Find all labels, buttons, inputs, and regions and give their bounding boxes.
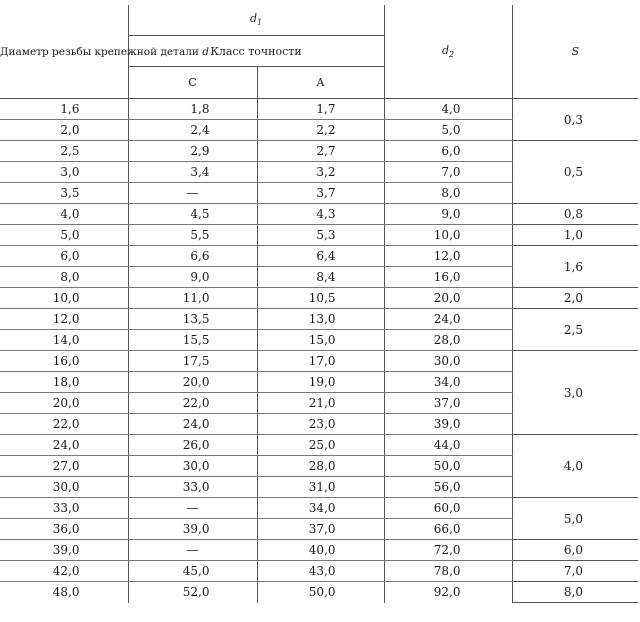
cell-d1-class-a: 2,7 [257, 141, 384, 162]
cell-d1-class-a: 21,0 [257, 393, 384, 414]
cell-d1-class-c: 6,6 [128, 246, 257, 267]
cell-thread-diameter: 5,0 [0, 225, 128, 246]
cell-s: 1,0 [512, 225, 638, 246]
cell-d2: 12,0 [384, 246, 512, 267]
cell-d1-class-c: 24,0 [128, 414, 257, 435]
cell-d2: 30,0 [384, 351, 512, 372]
header-class-c: C [128, 67, 257, 99]
cell-thread-diameter: 14,0 [0, 330, 128, 351]
table-row [0, 435, 638, 456]
header-d2: $d_2$ [384, 5, 512, 99]
cell-thread-diameter: 3,0 [0, 162, 128, 183]
cell-d1-class-a: 17,0 [257, 351, 384, 372]
header-d1: $d_1$ [128, 5, 384, 36]
cell-d1-class-a: 31,0 [257, 477, 384, 498]
cell-d2: 6,0 [384, 141, 512, 162]
cell-d1-class-c: 2,9 [128, 141, 257, 162]
cell-thread-diameter: 18,0 [0, 372, 128, 393]
cell-s: 2,0 [512, 288, 638, 309]
cell-s: 2,5 [512, 309, 638, 351]
cell-s: 0,8 [512, 204, 638, 225]
cell-s: 6,0 [512, 540, 638, 561]
cell-d1-class-a: 8,4 [257, 267, 384, 288]
cell-thread-diameter: 1,6 [0, 99, 128, 120]
header-s: S [512, 5, 638, 99]
cell-s: 7,0 [512, 561, 638, 582]
table-row [0, 582, 638, 603]
cell-thread-diameter: 10,0 [0, 288, 128, 309]
table-row [0, 141, 638, 162]
cell-d1-class-c: 17,5 [128, 351, 257, 372]
cell-s: 8,0 [512, 582, 638, 603]
cell-d1-class-a: 4,3 [257, 204, 384, 225]
cell-thread-diameter: 3,5 [0, 183, 128, 204]
cell-d1-class-c: 33,0 [128, 477, 257, 498]
cell-d1-class-c: 4,5 [128, 204, 257, 225]
cell-s: 3,0 [512, 351, 638, 435]
table-row [0, 351, 638, 372]
cell-d1-class-a: 5,3 [257, 225, 384, 246]
cell-s: 4,0 [512, 435, 638, 498]
cell-d1-class-c: 45,0 [128, 561, 257, 582]
cell-d1-class-a: 13,0 [257, 309, 384, 330]
table-row [0, 246, 638, 267]
cell-thread-diameter: 33,0 [0, 498, 128, 519]
cell-thread-diameter: 8,0 [0, 267, 128, 288]
cell-thread-diameter: 16,0 [0, 351, 128, 372]
cell-d2: 34,0 [384, 372, 512, 393]
cell-thread-diameter: 4,0 [0, 204, 128, 225]
cell-thread-diameter: 20,0 [0, 393, 128, 414]
cell-d2: 9,0 [384, 204, 512, 225]
cell-d1-class-c: — [128, 183, 257, 204]
cell-d2: 60,0 [384, 498, 512, 519]
cell-d1-class-c: 30,0 [128, 456, 257, 477]
cell-thread-diameter: 42,0 [0, 561, 128, 582]
table-row [0, 204, 638, 225]
cell-d2: 5,0 [384, 120, 512, 141]
table-row [0, 309, 638, 330]
cell-d1-class-c: 22,0 [128, 393, 257, 414]
cell-thread-diameter: 36,0 [0, 519, 128, 540]
cell-d1-class-c: 5,5 [128, 225, 257, 246]
table-row [0, 498, 638, 519]
header-thread-diameter-symbol: d [202, 45, 209, 58]
cell-d1-class-c: 52,0 [128, 582, 257, 603]
cell-d2: 78,0 [384, 561, 512, 582]
cell-d1-class-a: 1,7 [257, 99, 384, 120]
cell-d1-class-a: 37,0 [257, 519, 384, 540]
cell-d2: 39,0 [384, 414, 512, 435]
cell-d2: 20,0 [384, 288, 512, 309]
cell-d2: 8,0 [384, 183, 512, 204]
cell-d2: 16,0 [384, 267, 512, 288]
header-accuracy-class: Класс точности [128, 36, 384, 67]
cell-s: 1,6 [512, 246, 638, 288]
cell-thread-diameter: 22,0 [0, 414, 128, 435]
cell-d1-class-a: 23,0 [257, 414, 384, 435]
cell-d1-class-a: 3,7 [257, 183, 384, 204]
cell-d2: 28,0 [384, 330, 512, 351]
cell-d1-class-c: 9,0 [128, 267, 257, 288]
cell-thread-diameter: 48,0 [0, 582, 128, 603]
header-thread-diameter-label: Диаметр резьбы крепежной детали [0, 45, 199, 58]
cell-d1-class-a: 15,0 [257, 330, 384, 351]
cell-d2: 10,0 [384, 225, 512, 246]
cell-thread-diameter: 2,5 [0, 141, 128, 162]
cell-d2: 56,0 [384, 477, 512, 498]
cell-thread-diameter: 2,0 [0, 120, 128, 141]
cell-d2: 4,0 [384, 99, 512, 120]
cell-thread-diameter: 39,0 [0, 540, 128, 561]
cell-d1-class-a: 40,0 [257, 540, 384, 561]
cell-d2: 7,0 [384, 162, 512, 183]
cell-d1-class-c: 2,4 [128, 120, 257, 141]
cell-d1-class-a: 19,0 [257, 372, 384, 393]
cell-d1-class-c: — [128, 540, 257, 561]
cell-d1-class-a: 50,0 [257, 582, 384, 603]
cell-d2: 24,0 [384, 309, 512, 330]
cell-thread-diameter: 30,0 [0, 477, 128, 498]
cell-d2: 37,0 [384, 393, 512, 414]
table-row [0, 540, 638, 561]
cell-d2: 72,0 [384, 540, 512, 561]
cell-thread-diameter: 24,0 [0, 435, 128, 456]
cell-d1-class-c: 3,4 [128, 162, 257, 183]
cell-s: 0,5 [512, 141, 638, 204]
cell-d1-class-a: 34,0 [257, 498, 384, 519]
cell-d1-class-c: 20,0 [128, 372, 257, 393]
cell-d2: 66,0 [384, 519, 512, 540]
header-class-a: A [257, 67, 384, 99]
header-thread-diameter [0, 5, 209, 99]
table-row [0, 288, 638, 309]
cell-d1-class-a: 6,4 [257, 246, 384, 267]
cell-d1-class-a: 28,0 [257, 456, 384, 477]
cell-s: 5,0 [512, 498, 638, 540]
cell-d1-class-a: 10,5 [257, 288, 384, 309]
cell-d1-class-c: 13,5 [128, 309, 257, 330]
cell-d2: 44,0 [384, 435, 512, 456]
cell-d1-class-a: 3,2 [257, 162, 384, 183]
cell-thread-diameter: 27,0 [0, 456, 128, 477]
cell-d1-class-c: 26,0 [128, 435, 257, 456]
cell-d1-class-c: 39,0 [128, 519, 257, 540]
cell-d2: 50,0 [384, 456, 512, 477]
table-row [0, 561, 638, 582]
cell-thread-diameter: 12,0 [0, 309, 128, 330]
cell-d1-class-c: — [128, 498, 257, 519]
cell-d2: 92,0 [384, 582, 512, 603]
washer-dimensions-table [0, 5, 638, 603]
cell-d1-class-c: 15,5 [128, 330, 257, 351]
table-body [0, 99, 638, 603]
cell-d1-class-a: 2,2 [257, 120, 384, 141]
cell-thread-diameter: 6,0 [0, 246, 128, 267]
cell-s: 0,3 [512, 99, 638, 141]
cell-d1-class-a: 25,0 [257, 435, 384, 456]
cell-d1-class-c: 11,0 [128, 288, 257, 309]
cell-d1-class-c: 1,8 [128, 99, 257, 120]
cell-d1-class-a: 43,0 [257, 561, 384, 582]
table-row [0, 225, 638, 246]
table-row [0, 99, 638, 120]
